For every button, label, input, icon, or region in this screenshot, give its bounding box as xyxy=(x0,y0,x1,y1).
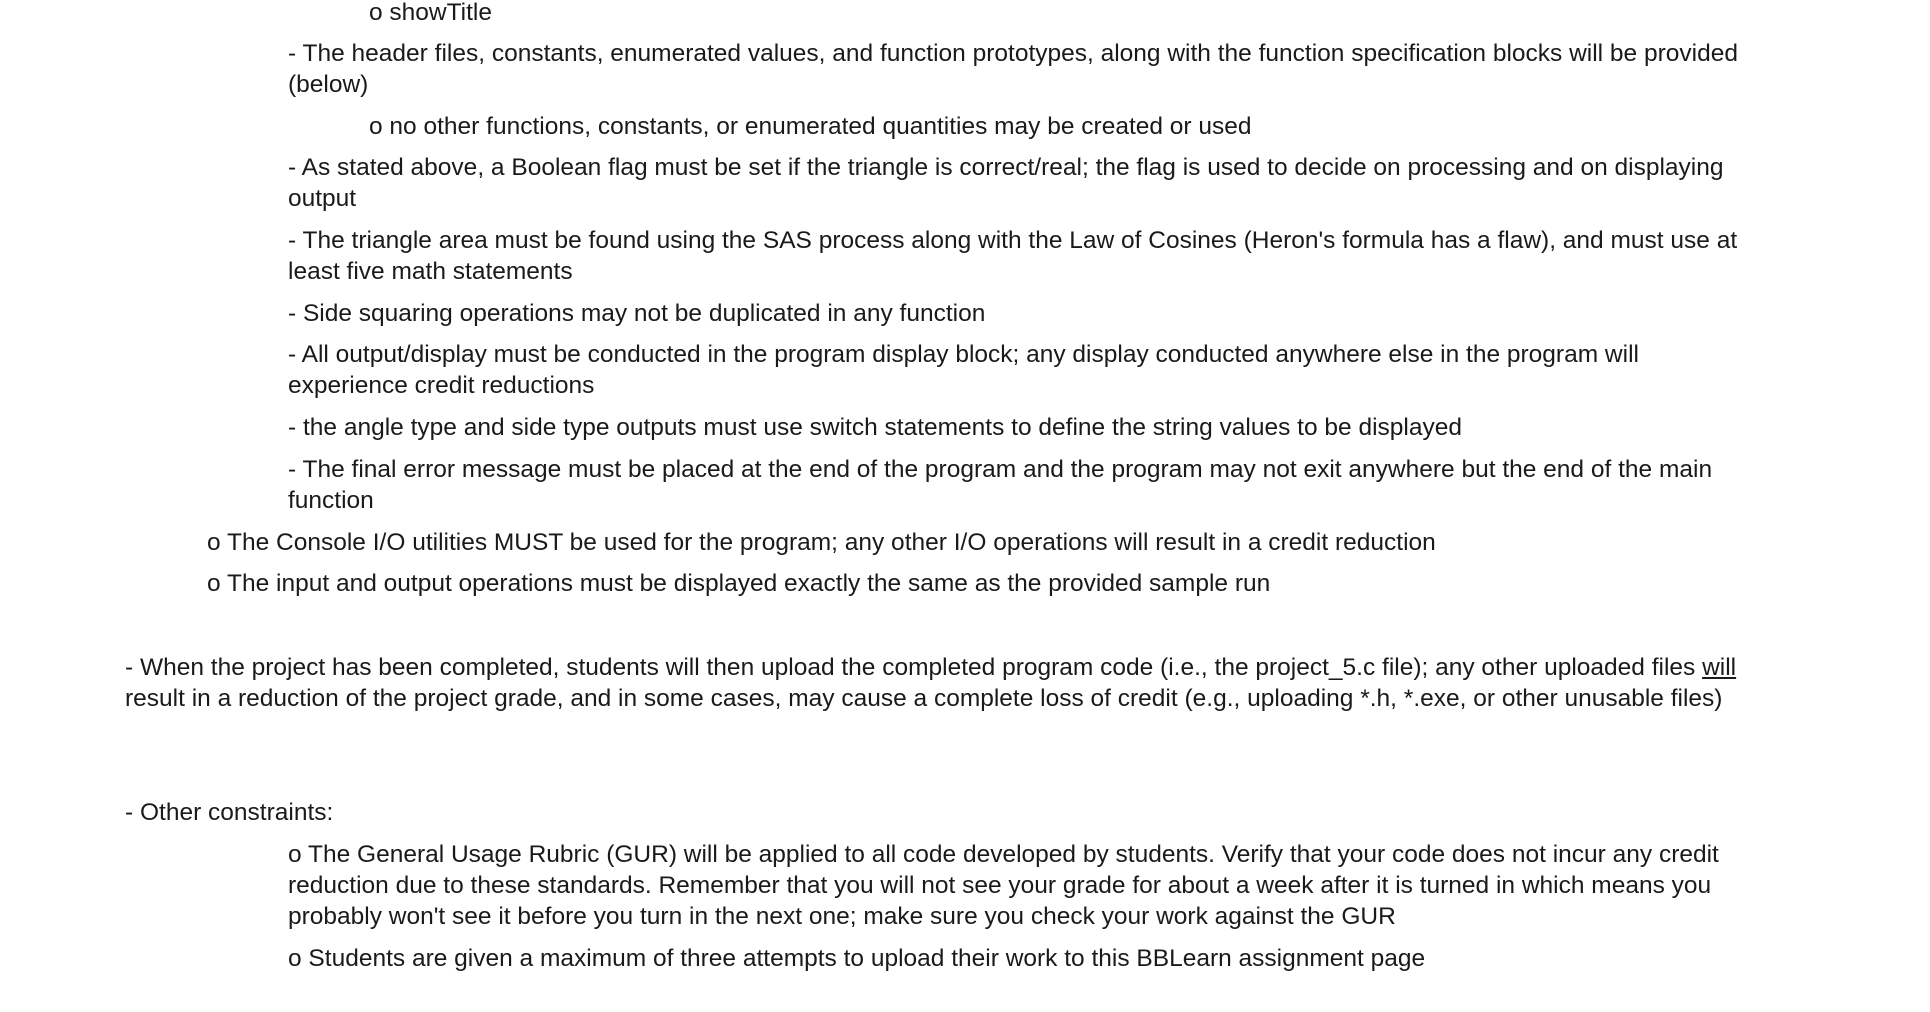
list-item-triangle-area: - The triangle area must be found using the SAS process along with the Law of Cosines (Heron's formula has a flaw), and must use at least five math statements xyxy=(288,227,1738,285)
list-item-gur: o The General Usage Rubric (GUR) will be applied to all code developed by students. Verify that your code does not incur any credit reduction due to these standards. Remember that you will not see your grade for about a week after it is turned in which means you probably won't see it before you turn in the next one; make sure you check your work against the GUR xyxy=(288,841,1719,930)
list-item-no-other-functions: o no other functions, constants, or enumerated quantities may be created or used xyxy=(369,113,1252,140)
list-item-output-display: - All output/display must be conducted in the program display block; any display conducted anywhere else in the program will experience credit reductions xyxy=(288,341,1639,399)
upload-text-end: result in a reduction of the project grade, and in some cases, may cause a complete loss of credit (e.g., uploading *.h, *.exe, or other unusable files) xyxy=(125,685,1723,712)
list-item-upload-attempts: o Students are given a maximum of three attempts to upload their work to this BBLearn assignment page xyxy=(288,945,1426,972)
list-item-side-squaring: - Side squaring operations may not be duplicated in any function xyxy=(288,300,986,327)
paragraph-upload-instructions xyxy=(125,652,1747,714)
list-item-show-title: o showTitle xyxy=(369,0,493,26)
list-item-switch-statements: - the angle type and side type outputs must use switch statements to define the string values to be displayed xyxy=(288,414,1462,441)
list-item-sample-run: o The input and output operations must be displayed exactly the same as the provided sample run xyxy=(207,570,1271,597)
list-item-console-io: o The Console I/O utilities MUST be used for the program; any other I/O operations will result in a credit reduction xyxy=(207,529,1436,556)
list-item-final-error-message: - The final error message must be placed at the end of the program and the program may not exit anywhere but the end of the main function xyxy=(288,456,1713,514)
list-item-boolean-flag: - As stated above, a Boolean flag must be set if the triangle is correct/real; the flag is used to decide on processing and on displaying output xyxy=(288,154,1724,212)
list-item-header-files: - The header files, constants, enumerated values, and function prototypes, along with the function specification blocks will be provided (below) xyxy=(288,40,1738,98)
heading-other-constraints: - Other constraints: xyxy=(125,799,334,826)
upload-text-underlined: will xyxy=(1702,654,1737,681)
upload-text-start: - When the project has been completed, students will then upload the completed program code (i.e., the project_5.c file); any other uploaded files xyxy=(125,654,1703,681)
